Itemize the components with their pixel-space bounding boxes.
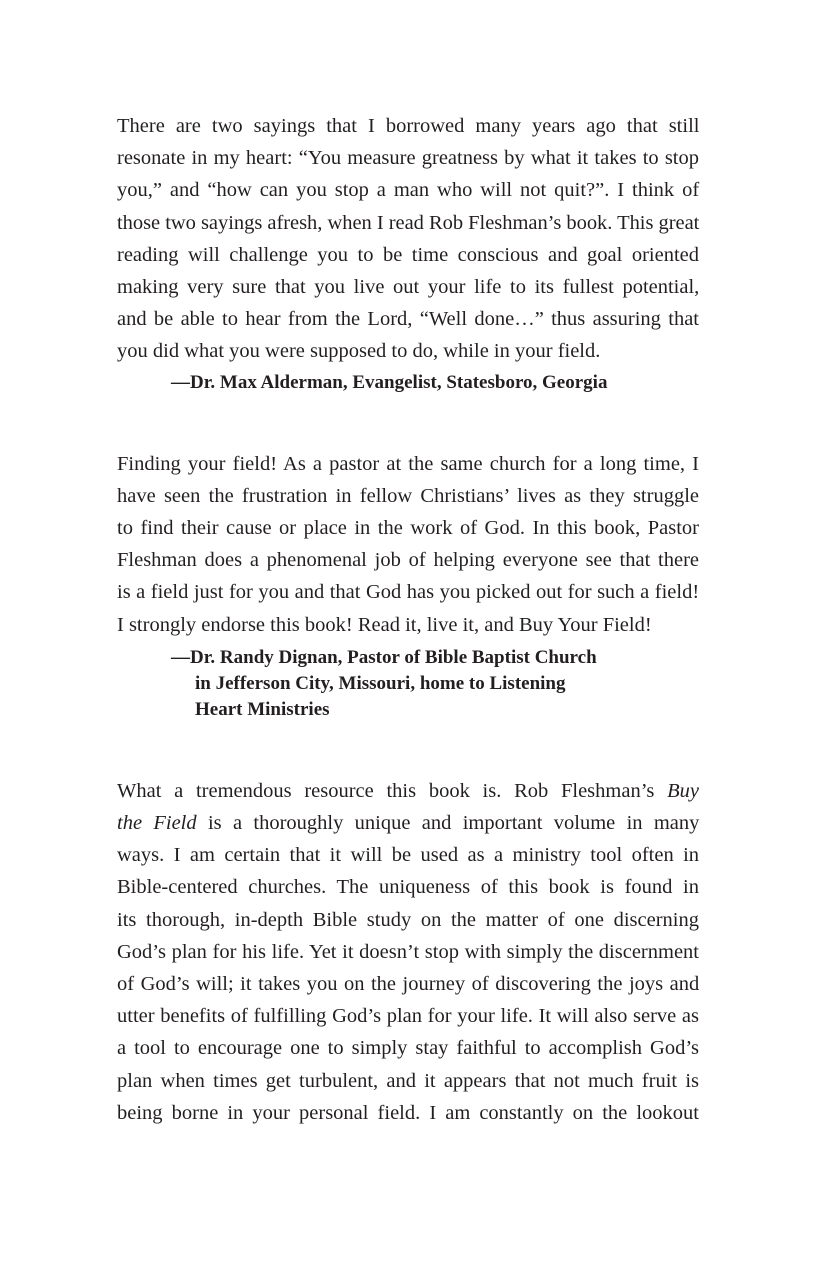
book-title-italic: Buy — [667, 779, 699, 802]
text-line — [117, 807, 699, 839]
text-line: plan when times get turbulent, and it appears that not much fruit is — [117, 1069, 699, 1092]
text-line: Fleshman does a phenomenal job of helping everyone see that there — [117, 549, 699, 572]
attribution-line: in Jefferson City, Missouri, home to Listening — [195, 672, 566, 694]
text-line: you did what you were supposed to do, while in your field. — [117, 340, 601, 363]
attribution-line: —Dr. Randy Dignan, Pastor of Bible Baptist Church — [171, 646, 597, 668]
book-page — [117, 110, 699, 1129]
endorsement-3-text — [117, 775, 699, 1129]
book-title-italic: the Field — [117, 812, 197, 835]
text-line: God’s plan for his life. Yet it doesn’t stop with simply the discernment — [117, 940, 699, 963]
text-line: those two sayings afresh, when I read Rob Fleshman’s book. This great — [117, 211, 700, 234]
text-line: have seen the frustration in fellow Christians’ lives as they struggle — [117, 484, 699, 507]
attribution-line: Heart Ministries — [195, 698, 330, 720]
text-span: is a thoroughly unique and important volume in many — [207, 812, 700, 835]
text-line: making very sure that you live out your life to its fullest potential, — [117, 276, 700, 299]
text-span: What a tremendous resource this book is. Rob Fleshman’s — [117, 779, 655, 802]
endorsement-2-attribution — [117, 645, 699, 723]
text-line: I strongly endorse this book! Read it, live it, and Buy Your Field! — [117, 613, 652, 636]
endorsement-1-text — [117, 110, 699, 368]
text-line: utter benefits of fulfilling God’s plan for your life. It will also serve as — [117, 1005, 700, 1028]
endorsement-2-text — [117, 448, 699, 641]
text-line: you,” and “how can you stop a man who will not quit?”. I think of — [117, 179, 700, 202]
text-line: ways. I am certain that it will be used as a ministry tool often in — [117, 844, 700, 867]
text-line: Finding your field! As a pastor at the same church for a long time, I — [117, 452, 699, 475]
text-line: a tool to encourage one to simply stay faithful to accomplish God’s — [117, 1037, 699, 1060]
text-line: reading will challenge you to be time conscious and goal oriented — [117, 243, 699, 266]
text-line: to find their cause or place in the work of God. In this book, Pastor — [117, 517, 699, 540]
text-line: There are two sayings that I borrowed many years ago that still — [117, 115, 700, 137]
endorsement-1-attribution — [117, 370, 699, 396]
attribution-line: —Dr. Max Alderman, Evangelist, Statesboro, Georgia — [171, 371, 608, 393]
text-line: being borne in your personal field. I am constantly on the lookout — [117, 1101, 699, 1124]
text-line: resonate in my heart: “You measure greatness by what it takes to stop — [117, 147, 699, 170]
text-line: is a field just for you and that God has you picked out for such a field! — [117, 581, 700, 604]
text-line: Bible-centered churches. The uniqueness of this book is found in — [117, 876, 699, 899]
text-line: of God’s will; it takes you on the journey of discovering the joys and — [117, 973, 700, 996]
text-line: its thorough, in-depth Bible study on the matter of one discerning — [117, 908, 699, 931]
text-line — [117, 775, 699, 807]
text-line: and be able to hear from the Lord, “Well done…” thus assuring that — [117, 308, 699, 331]
